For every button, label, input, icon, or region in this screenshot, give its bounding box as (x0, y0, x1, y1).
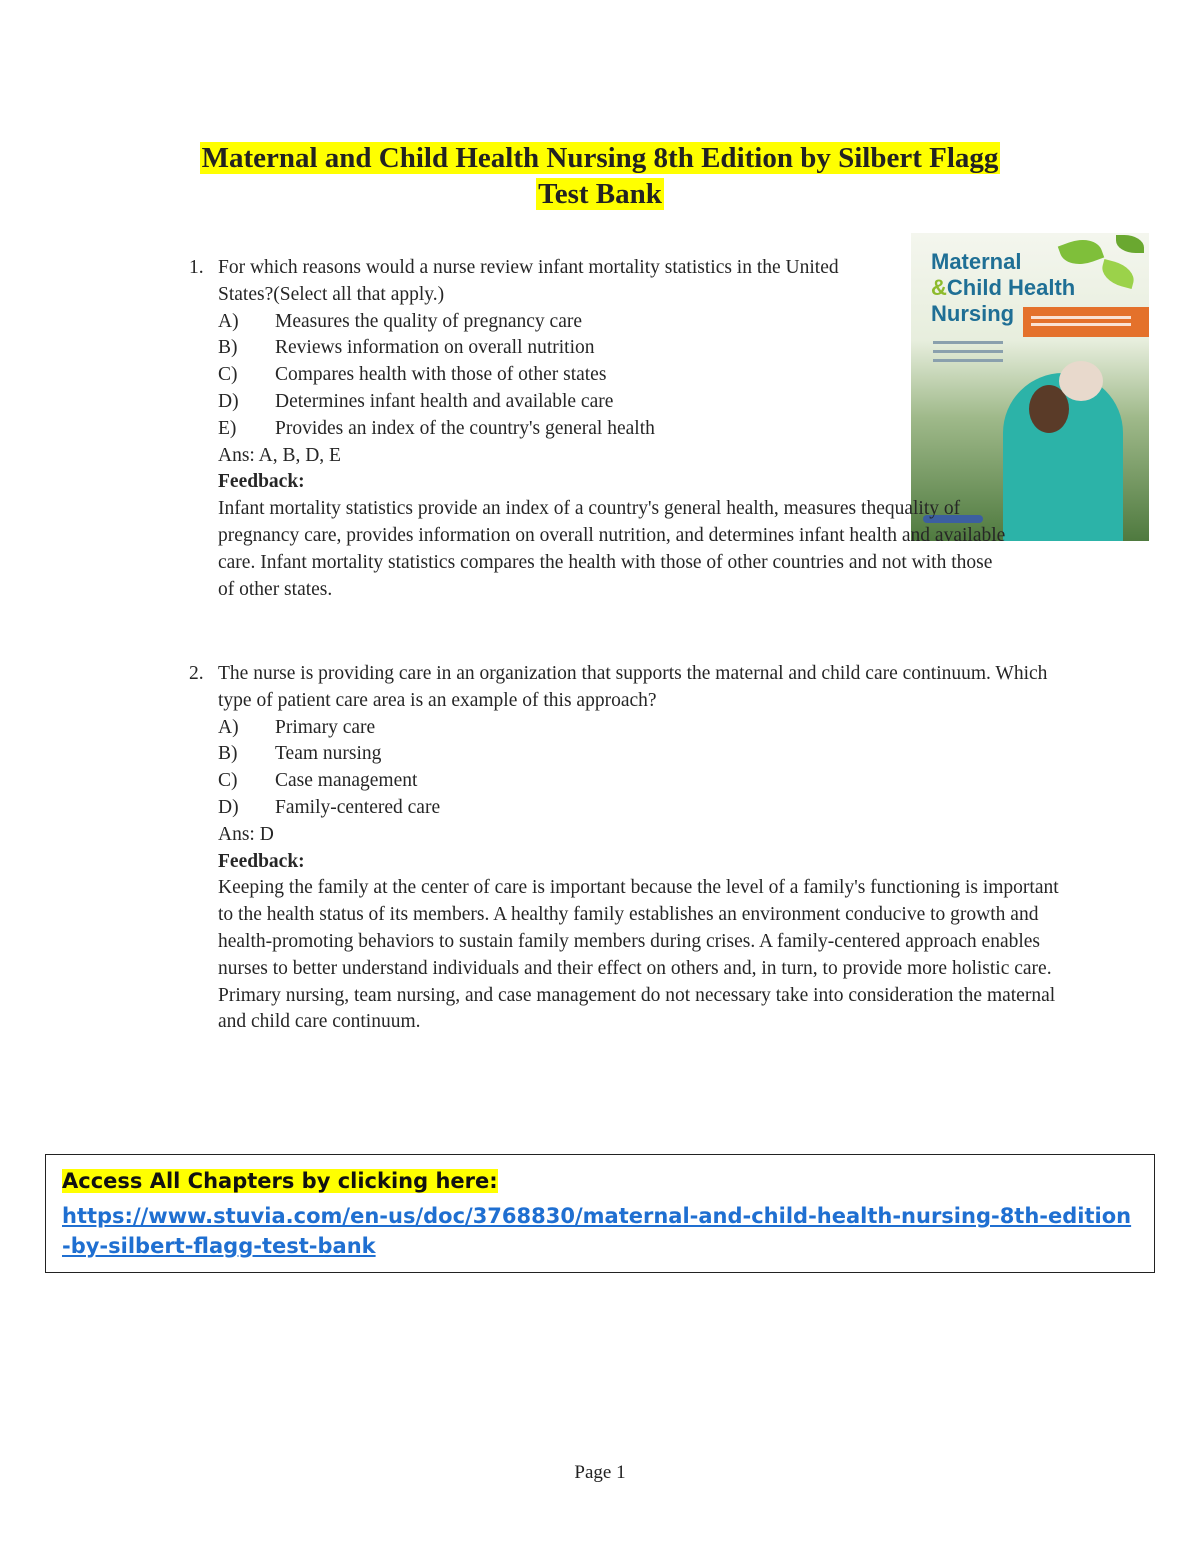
page-number: Page 1 (574, 1462, 626, 1483)
question-stem: The nurse is providing care in an organization that supports the maternal and child care continuum. Which type of patient care area is an example of this approach? (218, 663, 1048, 711)
cover-authors (933, 341, 1003, 344)
option-c (218, 768, 1069, 795)
option-d (218, 795, 1069, 822)
access-link[interactable]: https://www.stuvia.com/en-us/doc/3768830/maternal-and-child-health-nursing-8th-edition-by-silbert-flagg-test-bank (62, 1204, 1132, 1258)
option-e (218, 416, 889, 443)
feedback-heading: Feedback: (218, 471, 305, 493)
option-letter: A) (218, 716, 239, 738)
cover-title-line-2: Child Health (946, 275, 1076, 300)
option-text: Provides an index of the country's general health (275, 417, 655, 439)
option-d (218, 389, 889, 416)
option-text: Determines infant health and available care (275, 390, 614, 412)
feedback-text: Keeping the family at the center of care is important because the level of a family's functioning is important to the health status of its members. A healthy family establishes an environment conducive to growth and health-promoting behaviors to sustain family members during crises. A family-centered approach enables nurses to better understand individuals and their effect on others and, in turn, to provide more holistic care. Primary nursing, team nursing, and case management do not necessary take into consideration the maternal and child care continuum. (218, 877, 1059, 1033)
option-a (218, 309, 889, 336)
cover-title-ampersand: & (931, 275, 947, 300)
option-letter: D) (218, 390, 239, 412)
book-cover-image (911, 233, 1149, 541)
answer-line: Ans: A, B, D, E (218, 444, 341, 466)
question-stem: For which reasons would a nurse review infant mortality statistics in the United States?(Select all that apply.) (218, 257, 839, 305)
cover-photo-baby (1059, 361, 1103, 401)
option-text: Case management (275, 770, 418, 792)
cover-title-line-3: Nursing (931, 301, 1015, 326)
question-number: 1. (189, 257, 204, 278)
leaf-decoration (1099, 259, 1138, 289)
option-text: Primary care (275, 716, 376, 738)
feedback-heading: Feedback: (218, 850, 305, 872)
access-label (62, 1167, 498, 1195)
option-text: Reviews information on overall nutrition (275, 337, 595, 359)
option-letter: D) (218, 796, 239, 818)
option-text: Measures the quality of pregnancy care (275, 310, 582, 332)
answer-line: Ans: D (218, 823, 274, 845)
option-c (218, 362, 889, 389)
document-title (0, 140, 1200, 212)
question-number: 2. (189, 663, 204, 684)
access-chapters-box (45, 1154, 1155, 1273)
option-b (218, 335, 889, 362)
option-letter: C) (218, 770, 238, 792)
option-a (218, 715, 1069, 742)
title-line-2: Test Bank (538, 178, 662, 210)
option-letter: C) (218, 364, 238, 386)
cover-title-line-1: Maternal (931, 249, 1022, 274)
option-text: Family-centered care (275, 796, 441, 818)
feedback-text: Infant mortality statistics provide an index of a country's general health, measures thequality of pregnancy care, provides information on overall nutrition, and determines infant health and available care. Infant mortality statistics compares the health with those of other countries and not with those of other states. (218, 498, 1006, 600)
option-letter: E) (218, 417, 237, 439)
option-b (218, 741, 1069, 768)
access-label-text: Access All Chapters by clicking here: (62, 1169, 498, 1193)
title-line-1: Maternal and Child Health Nursing 8th Edition by Silbert Flagg (201, 142, 999, 174)
cover-subtitle-band (1023, 307, 1149, 337)
option-letter: B) (218, 337, 238, 359)
option-text: Team nursing (275, 743, 382, 765)
option-letter: A) (218, 310, 239, 332)
option-letter: B) (218, 743, 238, 765)
option-text: Compares health with those of other states (275, 364, 607, 386)
question-2 (189, 661, 1069, 1036)
leaf-decoration (1116, 235, 1144, 253)
